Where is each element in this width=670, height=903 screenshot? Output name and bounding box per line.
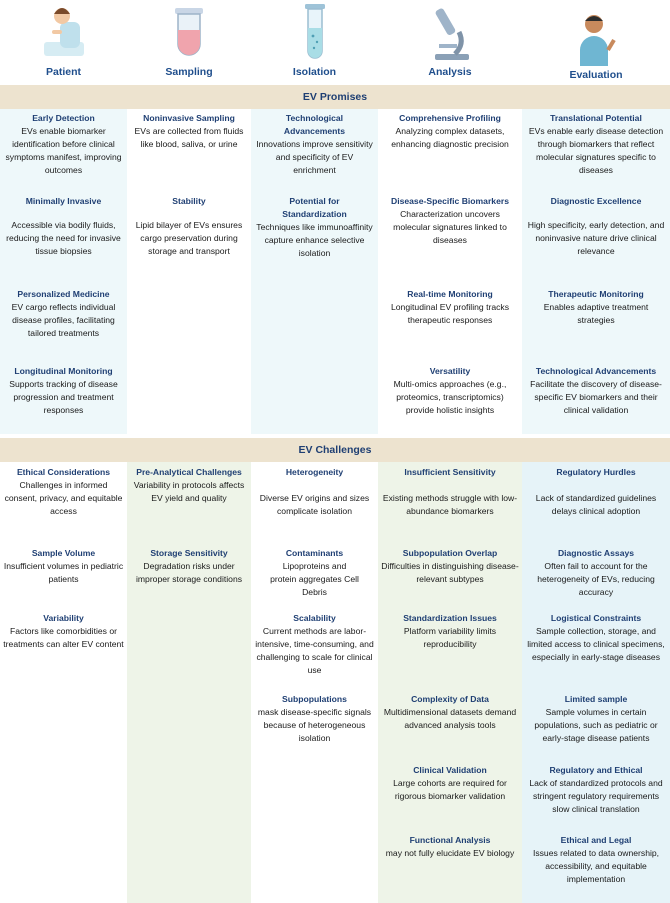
header-evaluation xyxy=(522,0,670,84)
header-isolation xyxy=(251,0,378,84)
workflow-header xyxy=(0,0,670,84)
challenge-clinical-validation: Clinical Validation Large cohorts are required for rigorous biomarker validation xyxy=(393,765,507,801)
promises-analysis-column xyxy=(378,109,522,434)
promises-sampling-column xyxy=(127,109,251,434)
challenge-limited-sample: Limited sample Sample volumes in certain populations, such as pediatric or early-stage disease patients xyxy=(534,694,658,743)
header-label-analysis: Analysis xyxy=(428,66,472,78)
header-patient xyxy=(0,0,127,84)
challenge-logistical-constraints: Logistical Constraints Sample collection, storage, and limited access to clinical specimens, especially in early-stage diseases xyxy=(527,613,665,662)
promise-noninvasive-sampling: Noninvasive Sampling EVs are collected from fluids like blood, saliva, or urine xyxy=(134,113,244,149)
header-label-sampling: Sampling xyxy=(165,66,213,78)
challenge-ethical-and-legal: Ethical and Legal Issues related to data ownership, accessibility, and equitable implementation xyxy=(532,835,660,884)
patient-icon xyxy=(34,2,94,60)
challenge-regulatory-hurdles: Regulatory Hurdles Lack of standardized guidelines delays clinical adoption xyxy=(535,467,657,516)
challenge-storage-sensitivity: Storage Sensitivity Degradation risks under improper storage conditions xyxy=(135,548,243,584)
challenge-ethical-considerations: Ethical Considerations Challenges in informed consent, privacy, and equitable access xyxy=(4,467,123,516)
challenge-insufficient-sensitivity: Insufficient Sensitivity Existing methods struggle with low-abundance biomarkers xyxy=(382,467,518,516)
promise-comprehensive-profiling: Comprehensive Profiling Analyzing complex datasets, enhancing diagnostic precision xyxy=(391,113,509,149)
promise-technological-advancements: Technological Advancements Innovations improve sensitivity and specificity of EV enrichment xyxy=(256,113,373,175)
promises-patient-column xyxy=(0,109,127,434)
promise-technological-advancements-eval: Technological Advancements Facilitate the discovery of disease-specific EV biomarkers and their clinical validation xyxy=(530,366,662,415)
challenge-sample-volume: Sample Volume Insufficient volumes in pediatric patients xyxy=(3,548,124,584)
promise-longitudinal-monitoring: Longitudinal Monitoring Supports tracking of disease progression and treatment responses xyxy=(9,366,118,415)
challenge-functional-analysis: Functional Analysis may not fully elucidate EV biology xyxy=(385,835,515,858)
challenges-band: EV Challenges xyxy=(0,438,670,462)
challenge-complexity-of-data: Complexity of Data Multidimensional datasets demand advanced analysis tools xyxy=(383,694,517,730)
header-label-evaluation: Evaluation xyxy=(569,69,623,81)
promise-translational-potential: Translational Potential EVs enable early disease detection through biomarkers that reflect molecular signatures specific to diseases xyxy=(528,113,664,175)
promise-diagnostic-excellence: Diagnostic Excellence High specificity, early detection, and noninvasive nature drive clinical relevance xyxy=(527,196,665,256)
challenges-patient-column xyxy=(0,462,127,903)
challenges-evaluation-column xyxy=(522,462,670,903)
microscope-icon xyxy=(425,4,475,62)
test-tube-icon xyxy=(300,2,330,62)
challenge-heterogeneity: Heterogeneity Diverse EV origins and sizes complicate isolation xyxy=(259,467,370,516)
challenge-pre-analytical: Pre-Analytical Challenges Variability in protocols affects EV yield and quality xyxy=(133,467,245,503)
promise-real-time-monitoring: Real-time Monitoring Longitudinal EV profiling tracks therapeutic responses xyxy=(391,289,509,325)
challenge-variability: Variability Factors like comorbidities or treatments can alter EV content xyxy=(3,613,124,649)
challenge-scalability: Scalability Current methods are labor-intensive, time-consuming, and challenging to scale for clinical use xyxy=(255,613,374,675)
challenges-isolation-column xyxy=(251,462,378,903)
challenge-diagnostic-assays: Diagnostic Assays Often fail to account for the heterogeneity of EVs, reducing accuracy xyxy=(537,548,655,597)
challenges-sampling-column xyxy=(127,462,251,903)
promises-evaluation-column xyxy=(522,109,670,434)
promise-therapeutic-monitoring: Therapeutic Monitoring Enables adaptive treatment strategies xyxy=(543,289,649,325)
challenges-analysis-column xyxy=(378,462,522,903)
challenge-subpopulation-overlap: Subpopulation Overlap Difficulties in distinguishing disease-relevant subtypes xyxy=(381,548,519,584)
promises-band: EV Promises xyxy=(0,85,670,109)
header-analysis xyxy=(378,0,522,84)
doctor-icon xyxy=(574,10,618,66)
sample-tube-icon xyxy=(169,4,209,60)
challenge-regulatory-and-ethical: Regulatory and Ethical Lack of standardized protocols and stringent regulatory requirements slow clinical translation xyxy=(529,765,663,814)
header-label-isolation: Isolation xyxy=(292,66,337,78)
promise-minimally-invasive: Minimally Invasive Accessible via bodily fluids, reducing the need for invasive tissue biopsies xyxy=(6,196,121,256)
promise-early-detection: Early Detection EVs enable biomarker identification before clinical symptoms manifest, improving outcomes xyxy=(5,113,122,175)
challenge-subpopulations: Subpopulations mask disease-specific signals because of heterogeneous isolation xyxy=(257,694,372,743)
promise-disease-specific-biomarkers: Disease-Specific Biomarkers Characterization uncovers molecular signatures linked to diseases xyxy=(391,196,509,245)
promise-potential-for-standardization: Potential for Standardization Techniques like immunoaffinity capture enhance selective isolation xyxy=(256,196,373,258)
promise-personalized-medicine: Personalized Medicine EV cargo reflects individual disease profiles, facilitating tailored treatments xyxy=(11,289,116,338)
promises-isolation-column xyxy=(251,109,378,434)
challenge-standardization-issues: Standardization Issues Platform variability limits reproducibility xyxy=(403,613,497,649)
header-sampling xyxy=(127,0,251,84)
challenge-contaminants: Contaminants Lipoproteins and protein aggregates Cell Debris xyxy=(270,548,359,597)
header-label-patient: Patient xyxy=(45,66,81,78)
promise-stability: Stability Lipid bilayer of EVs ensures cargo preservation during storage and transport xyxy=(135,196,243,256)
promise-versatility: Versatility Multi-omics approaches (e.g., proteomics, transcriptomics) provide holistic insights xyxy=(393,366,507,415)
